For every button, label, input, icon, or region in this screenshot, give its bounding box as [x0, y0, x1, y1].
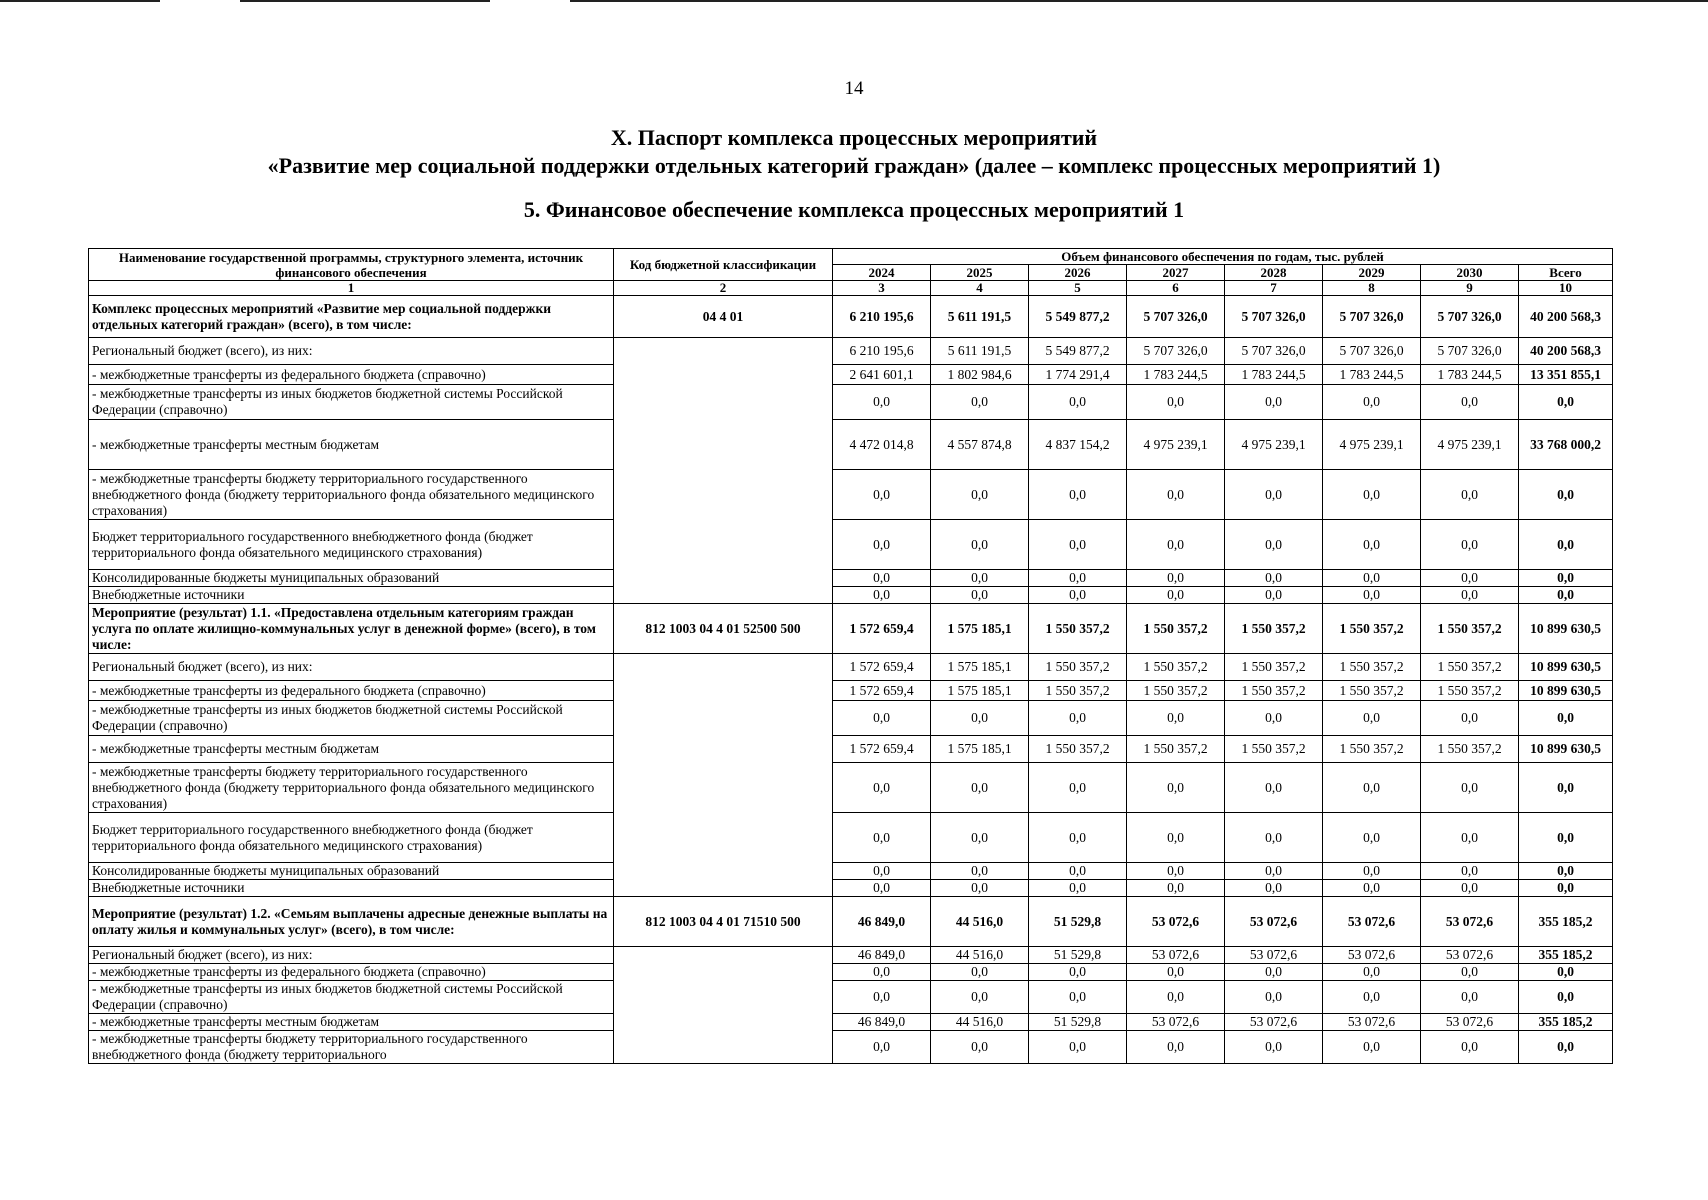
total-cell: 13 351 855,1: [1519, 365, 1613, 385]
value-cell: 0,0: [1127, 981, 1225, 1014]
header-year: 2028: [1225, 265, 1323, 281]
scan-border-line: [0, 0, 1708, 3]
value-cell: 0,0: [1323, 880, 1421, 897]
value-cell: 4 975 239,1: [1323, 420, 1421, 470]
column-index: 4: [931, 281, 1029, 296]
value-cell: 1 575 185,1: [931, 654, 1029, 681]
table-row: [89, 701, 1613, 736]
value-cell: 0,0: [1225, 1031, 1323, 1064]
block-total-row: [89, 604, 1613, 654]
block-title: Комплекс процессных мероприятий «Развитие мер социальной поддержки отдельных категорий граждан» (всего), в том числе:: [89, 296, 614, 338]
row-label: - межбюджетные трансферты из иных бюджетов бюджетной системы Российской Федерации (справочно): [89, 701, 614, 736]
value-cell: 0,0: [833, 1031, 931, 1064]
value-cell: 1 550 357,2: [1127, 736, 1225, 763]
value-cell: 0,0: [1127, 520, 1225, 570]
value-cell: 0,0: [1323, 701, 1421, 736]
value-cell: 46 849,0: [833, 947, 931, 964]
value-cell: 46 849,0: [833, 897, 931, 947]
value-cell: 0,0: [1029, 813, 1127, 863]
value-cell: 5 707 326,0: [1421, 338, 1519, 365]
value-cell: 0,0: [931, 570, 1029, 587]
value-cell: 0,0: [1323, 587, 1421, 604]
value-cell: 0,0: [1421, 520, 1519, 570]
value-cell: 5 611 191,5: [931, 338, 1029, 365]
value-cell: 5 707 326,0: [1225, 338, 1323, 365]
value-cell: 0,0: [1029, 763, 1127, 813]
value-cell: 53 072,6: [1225, 1014, 1323, 1031]
value-cell: 53 072,6: [1225, 947, 1323, 964]
table-row: [89, 470, 1613, 520]
column-index: 7: [1225, 281, 1323, 296]
table-row: [89, 338, 1613, 365]
value-cell: 0,0: [1225, 701, 1323, 736]
header-year: Всего: [1519, 265, 1613, 281]
total-cell: 10 899 630,5: [1519, 654, 1613, 681]
value-cell: 0,0: [1421, 385, 1519, 420]
value-cell: 1 550 357,2: [1421, 604, 1519, 654]
page-number: 14: [844, 78, 864, 99]
value-cell: 1 550 357,2: [1029, 681, 1127, 701]
value-cell: 1 572 659,4: [833, 604, 931, 654]
total-cell: 0,0: [1519, 981, 1613, 1014]
value-cell: 0,0: [1127, 385, 1225, 420]
value-cell: 6 210 195,6: [833, 338, 931, 365]
value-cell: 0,0: [1225, 981, 1323, 1014]
value-cell: 0,0: [931, 701, 1029, 736]
value-cell: 0,0: [1323, 763, 1421, 813]
total-cell: 10 899 630,5: [1519, 736, 1613, 763]
table-row: [89, 947, 1613, 964]
value-cell: 0,0: [1225, 570, 1323, 587]
row-label: Внебюджетные источники: [89, 587, 614, 604]
table-row: [89, 1014, 1613, 1031]
value-cell: 1 783 244,5: [1421, 365, 1519, 385]
total-cell: 0,0: [1519, 863, 1613, 880]
value-cell: 0,0: [1029, 1031, 1127, 1064]
value-cell: 0,0: [833, 964, 931, 981]
value-cell: 1 550 357,2: [1421, 654, 1519, 681]
value-cell: 0,0: [1225, 470, 1323, 520]
table-row: [89, 681, 1613, 701]
total-cell: 40 200 568,3: [1519, 296, 1613, 338]
value-cell: 1 802 984,6: [931, 365, 1029, 385]
column-index: 1: [89, 281, 614, 296]
table-row: [89, 1031, 1613, 1064]
value-cell: 53 072,6: [1127, 1014, 1225, 1031]
value-cell: 0,0: [1323, 863, 1421, 880]
value-cell: 0,0: [1323, 385, 1421, 420]
header-year: 2029: [1323, 265, 1421, 281]
value-cell: 0,0: [1421, 964, 1519, 981]
table-row: [89, 981, 1613, 1014]
value-cell: 4 472 014,8: [833, 420, 931, 470]
table-row: [89, 570, 1613, 587]
value-cell: 1 550 357,2: [1323, 654, 1421, 681]
row-label: - межбюджетные трансферты местным бюджетам: [89, 420, 614, 470]
value-cell: 1 550 357,2: [1127, 681, 1225, 701]
value-cell: 0,0: [1225, 964, 1323, 981]
value-cell: 5 707 326,0: [1323, 338, 1421, 365]
value-cell: 0,0: [1127, 813, 1225, 863]
value-cell: 53 072,6: [1225, 897, 1323, 947]
value-cell: 0,0: [1421, 863, 1519, 880]
value-cell: 1 550 357,2: [1323, 736, 1421, 763]
empty-code-cell: [614, 338, 833, 604]
header-volume: Объем финансового обеспечения по годам, тыс. рублей: [833, 249, 1613, 265]
value-cell: 0,0: [1029, 587, 1127, 604]
value-cell: 0,0: [931, 880, 1029, 897]
value-cell: 0,0: [931, 981, 1029, 1014]
header-year: 2026: [1029, 265, 1127, 281]
total-cell: 10 899 630,5: [1519, 604, 1613, 654]
value-cell: 0,0: [833, 570, 931, 587]
value-cell: 0,0: [931, 587, 1029, 604]
total-cell: 0,0: [1519, 470, 1613, 520]
value-cell: 0,0: [1323, 520, 1421, 570]
total-cell: 0,0: [1519, 964, 1613, 981]
header-year: 2025: [931, 265, 1029, 281]
budget-code: 812 1003 04 4 01 52500 500: [614, 604, 833, 654]
value-cell: 0,0: [1225, 520, 1323, 570]
value-cell: 0,0: [1323, 964, 1421, 981]
value-cell: 0,0: [931, 813, 1029, 863]
total-cell: 0,0: [1519, 701, 1613, 736]
value-cell: 0,0: [1421, 981, 1519, 1014]
budget-code: 812 1003 04 4 01 71510 500: [614, 897, 833, 947]
value-cell: 53 072,6: [1421, 897, 1519, 947]
value-cell: 0,0: [1323, 470, 1421, 520]
value-cell: 1 572 659,4: [833, 681, 931, 701]
header-year: 2024: [833, 265, 931, 281]
value-cell: 0,0: [1421, 1031, 1519, 1064]
value-cell: 46 849,0: [833, 1014, 931, 1031]
block-total-row: [89, 897, 1613, 947]
value-cell: 53 072,6: [1323, 897, 1421, 947]
value-cell: 0,0: [1421, 701, 1519, 736]
value-cell: 0,0: [833, 520, 931, 570]
value-cell: 0,0: [931, 520, 1029, 570]
row-label: - межбюджетные трансферты из федерального бюджета (справочно): [89, 681, 614, 701]
value-cell: 0,0: [1029, 880, 1127, 897]
block-title: Мероприятие (результат) 1.1. «Предоставлена отдельным категориям граждан услуга по оплате жилищно-коммунальных услуг в денежной форме» (всего), в том числе:: [89, 604, 614, 654]
value-cell: 44 516,0: [931, 897, 1029, 947]
table-row: [89, 813, 1613, 863]
value-cell: 0,0: [1029, 470, 1127, 520]
value-cell: 0,0: [931, 1031, 1029, 1064]
table-row: [89, 385, 1613, 420]
row-label: Региональный бюджет (всего), из них:: [89, 338, 614, 365]
header-year: 2027: [1127, 265, 1225, 281]
value-cell: 1 575 185,1: [931, 604, 1029, 654]
value-cell: 1 550 357,2: [1029, 604, 1127, 654]
table-row: [89, 654, 1613, 681]
budget-code: 04 4 01: [614, 296, 833, 338]
value-cell: 0,0: [833, 587, 931, 604]
empty-code-cell: [614, 654, 833, 897]
value-cell: 53 072,6: [1421, 947, 1519, 964]
value-cell: 53 072,6: [1127, 947, 1225, 964]
column-index: 9: [1421, 281, 1519, 296]
value-cell: 1 550 357,2: [1421, 736, 1519, 763]
value-cell: 0,0: [931, 385, 1029, 420]
value-cell: 53 072,6: [1421, 1014, 1519, 1031]
total-cell: 10 899 630,5: [1519, 681, 1613, 701]
table-row: [89, 763, 1613, 813]
total-cell: 0,0: [1519, 880, 1613, 897]
value-cell: 0,0: [833, 880, 931, 897]
table-row: [89, 420, 1613, 470]
value-cell: 0,0: [1421, 470, 1519, 520]
header-name: Наименование государственной программы, структурного элемента, источник финансового обеспечения: [89, 249, 614, 281]
total-cell: 0,0: [1519, 813, 1613, 863]
header-code: Код бюджетной классификации: [614, 249, 833, 281]
total-cell: 355 185,2: [1519, 947, 1613, 964]
row-label: - межбюджетные трансферты из федерального бюджета (справочно): [89, 964, 614, 981]
total-cell: 355 185,2: [1519, 1014, 1613, 1031]
value-cell: 0,0: [1029, 570, 1127, 587]
financing-table: [88, 248, 1613, 1064]
total-cell: 0,0: [1519, 520, 1613, 570]
value-cell: 0,0: [1029, 385, 1127, 420]
total-cell: 0,0: [1519, 570, 1613, 587]
value-cell: 0,0: [833, 701, 931, 736]
table-row: [89, 520, 1613, 570]
table-heading: 5. Финансовое обеспечение комплекса процессных мероприятий 1: [523, 197, 1185, 222]
value-cell: 0,0: [833, 863, 931, 880]
row-label: Региональный бюджет (всего), из них:: [89, 654, 614, 681]
value-cell: 0,0: [931, 964, 1029, 981]
total-cell: 0,0: [1519, 763, 1613, 813]
value-cell: 44 516,0: [931, 947, 1029, 964]
column-index: 6: [1127, 281, 1225, 296]
value-cell: 4 975 239,1: [1127, 420, 1225, 470]
section-title: X. Паспорт комплекса процессных мероприятий: [610, 125, 1098, 150]
value-cell: 0,0: [1323, 1031, 1421, 1064]
value-cell: 0,0: [1225, 863, 1323, 880]
value-cell: 0,0: [1323, 570, 1421, 587]
value-cell: 0,0: [1421, 813, 1519, 863]
value-cell: 1 783 244,5: [1225, 365, 1323, 385]
value-cell: 1 572 659,4: [833, 654, 931, 681]
total-cell: 0,0: [1519, 1031, 1613, 1064]
row-label: Консолидированные бюджеты муниципальных образований: [89, 570, 614, 587]
value-cell: 1 774 291,4: [1029, 365, 1127, 385]
value-cell: 0,0: [931, 863, 1029, 880]
empty-code-cell: [614, 947, 833, 1064]
value-cell: 1 550 357,2: [1029, 736, 1127, 763]
table-row: [89, 880, 1613, 897]
row-label: - межбюджетные трансферты из федерального бюджета (справочно): [89, 365, 614, 385]
block-total-row: [89, 296, 1613, 338]
value-cell: 0,0: [1421, 587, 1519, 604]
total-cell: 40 200 568,3: [1519, 338, 1613, 365]
value-cell: 4 837 154,2: [1029, 420, 1127, 470]
value-cell: 0,0: [1127, 863, 1225, 880]
value-cell: 4 557 874,8: [931, 420, 1029, 470]
row-label: Внебюджетные источники: [89, 880, 614, 897]
total-cell: 355 185,2: [1519, 897, 1613, 947]
total-cell: 0,0: [1519, 587, 1613, 604]
value-cell: 6 210 195,6: [833, 296, 931, 338]
column-index: 2: [614, 281, 833, 296]
value-cell: 1 550 357,2: [1029, 654, 1127, 681]
row-label: - межбюджетные трансферты бюджету территориального государственного внебюджетного фонда (бюджету территориального: [89, 1031, 614, 1064]
value-cell: 1 550 357,2: [1127, 654, 1225, 681]
value-cell: 1 575 185,1: [931, 681, 1029, 701]
value-cell: 5 707 326,0: [1225, 296, 1323, 338]
header-year: 2030: [1421, 265, 1519, 281]
value-cell: 0,0: [1127, 470, 1225, 520]
value-cell: 1 550 357,2: [1225, 654, 1323, 681]
value-cell: 51 529,8: [1029, 897, 1127, 947]
value-cell: 0,0: [833, 470, 931, 520]
value-cell: 1 575 185,1: [931, 736, 1029, 763]
value-cell: 0,0: [1323, 813, 1421, 863]
table-row: [89, 365, 1613, 385]
value-cell: 0,0: [1127, 1031, 1225, 1064]
value-cell: 53 072,6: [1323, 1014, 1421, 1031]
value-cell: 0,0: [1127, 880, 1225, 897]
value-cell: 1 783 244,5: [1323, 365, 1421, 385]
value-cell: 0,0: [1029, 981, 1127, 1014]
block-title: Мероприятие (результат) 1.2. «Семьям выплачены адресные денежные выплаты на оплату жилья и коммунальных услуг» (всего), в том числе:: [89, 897, 614, 947]
value-cell: 5 611 191,5: [931, 296, 1029, 338]
value-cell: 0,0: [1029, 964, 1127, 981]
value-cell: 0,0: [1323, 981, 1421, 1014]
row-label: Региональный бюджет (всего), из них:: [89, 947, 614, 964]
value-cell: 0,0: [1421, 880, 1519, 897]
value-cell: 1 550 357,2: [1225, 736, 1323, 763]
value-cell: 5 549 877,2: [1029, 296, 1127, 338]
value-cell: 0,0: [1127, 570, 1225, 587]
value-cell: 0,0: [1127, 701, 1225, 736]
column-index: 3: [833, 281, 931, 296]
value-cell: 0,0: [1127, 587, 1225, 604]
value-cell: 4 975 239,1: [1421, 420, 1519, 470]
section-subtitle: «Развитие мер социальной поддержки отдельных категорий граждан» (далее – комплекс процессных мероприятий 1): [267, 153, 1441, 178]
value-cell: 0,0: [833, 981, 931, 1014]
value-cell: 5 707 326,0: [1127, 296, 1225, 338]
value-cell: 53 072,6: [1323, 947, 1421, 964]
row-label: Бюджет территориального государственного внебюджетного фонда (бюджет территориального фонда обязательного медицинского страхования): [89, 813, 614, 863]
value-cell: 1 550 357,2: [1225, 681, 1323, 701]
value-cell: 1 783 244,5: [1127, 365, 1225, 385]
value-cell: 44 516,0: [931, 1014, 1029, 1031]
value-cell: 0,0: [833, 813, 931, 863]
table-row: [89, 587, 1613, 604]
column-index: 5: [1029, 281, 1127, 296]
value-cell: 0,0: [1421, 763, 1519, 813]
value-cell: 5 549 877,2: [1029, 338, 1127, 365]
row-label: Бюджет территориального государственного внебюджетного фонда (бюджет территориального фонда обязательного медицинского страхования): [89, 520, 614, 570]
value-cell: 0,0: [1225, 385, 1323, 420]
row-label: - межбюджетные трансферты из иных бюджетов бюджетной системы Российской Федерации (справочно): [89, 385, 614, 420]
row-label: - межбюджетные трансферты бюджету территориального государственного внебюджетного фонда (бюджету территориального фонда обязательного медицинского страхования): [89, 763, 614, 813]
value-cell: 53 072,6: [1127, 897, 1225, 947]
value-cell: 2 641 601,1: [833, 365, 931, 385]
row-label: - межбюджетные трансферты из иных бюджетов бюджетной системы Российской Федерации (справочно): [89, 981, 614, 1014]
value-cell: 0,0: [1127, 763, 1225, 813]
value-cell: 4 975 239,1: [1225, 420, 1323, 470]
table-row: [89, 863, 1613, 880]
column-index: 10: [1519, 281, 1613, 296]
row-label: - межбюджетные трансферты бюджету территориального государственного внебюджетного фонда (бюджету территориального фонда обязательного медицинского страхования): [89, 470, 614, 520]
value-cell: 0,0: [1225, 587, 1323, 604]
column-index: 8: [1323, 281, 1421, 296]
value-cell: 0,0: [1029, 701, 1127, 736]
value-cell: 0,0: [833, 385, 931, 420]
value-cell: 0,0: [1225, 763, 1323, 813]
value-cell: 1 550 357,2: [1127, 604, 1225, 654]
value-cell: 1 550 357,2: [1323, 604, 1421, 654]
value-cell: 0,0: [1225, 813, 1323, 863]
table-row: [89, 964, 1613, 981]
total-cell: 0,0: [1519, 385, 1613, 420]
row-label: Консолидированные бюджеты муниципальных образований: [89, 863, 614, 880]
value-cell: 1 550 357,2: [1225, 604, 1323, 654]
value-cell: 1 550 357,2: [1323, 681, 1421, 701]
total-cell: 33 768 000,2: [1519, 420, 1613, 470]
value-cell: 0,0: [1029, 863, 1127, 880]
table-row: [89, 736, 1613, 763]
value-cell: 0,0: [833, 763, 931, 813]
value-cell: 0,0: [1225, 880, 1323, 897]
value-cell: 0,0: [1029, 520, 1127, 570]
value-cell: 5 707 326,0: [1421, 296, 1519, 338]
value-cell: 0,0: [1127, 964, 1225, 981]
value-cell: 5 707 326,0: [1323, 296, 1421, 338]
value-cell: 0,0: [931, 763, 1029, 813]
value-cell: 1 550 357,2: [1421, 681, 1519, 701]
row-label: - межбюджетные трансферты местным бюджетам: [89, 1014, 614, 1031]
value-cell: 0,0: [1421, 570, 1519, 587]
value-cell: 5 707 326,0: [1127, 338, 1225, 365]
value-cell: 51 529,8: [1029, 947, 1127, 964]
value-cell: 1 572 659,4: [833, 736, 931, 763]
value-cell: 51 529,8: [1029, 1014, 1127, 1031]
value-cell: 0,0: [931, 470, 1029, 520]
row-label: - межбюджетные трансферты местным бюджетам: [89, 736, 614, 763]
